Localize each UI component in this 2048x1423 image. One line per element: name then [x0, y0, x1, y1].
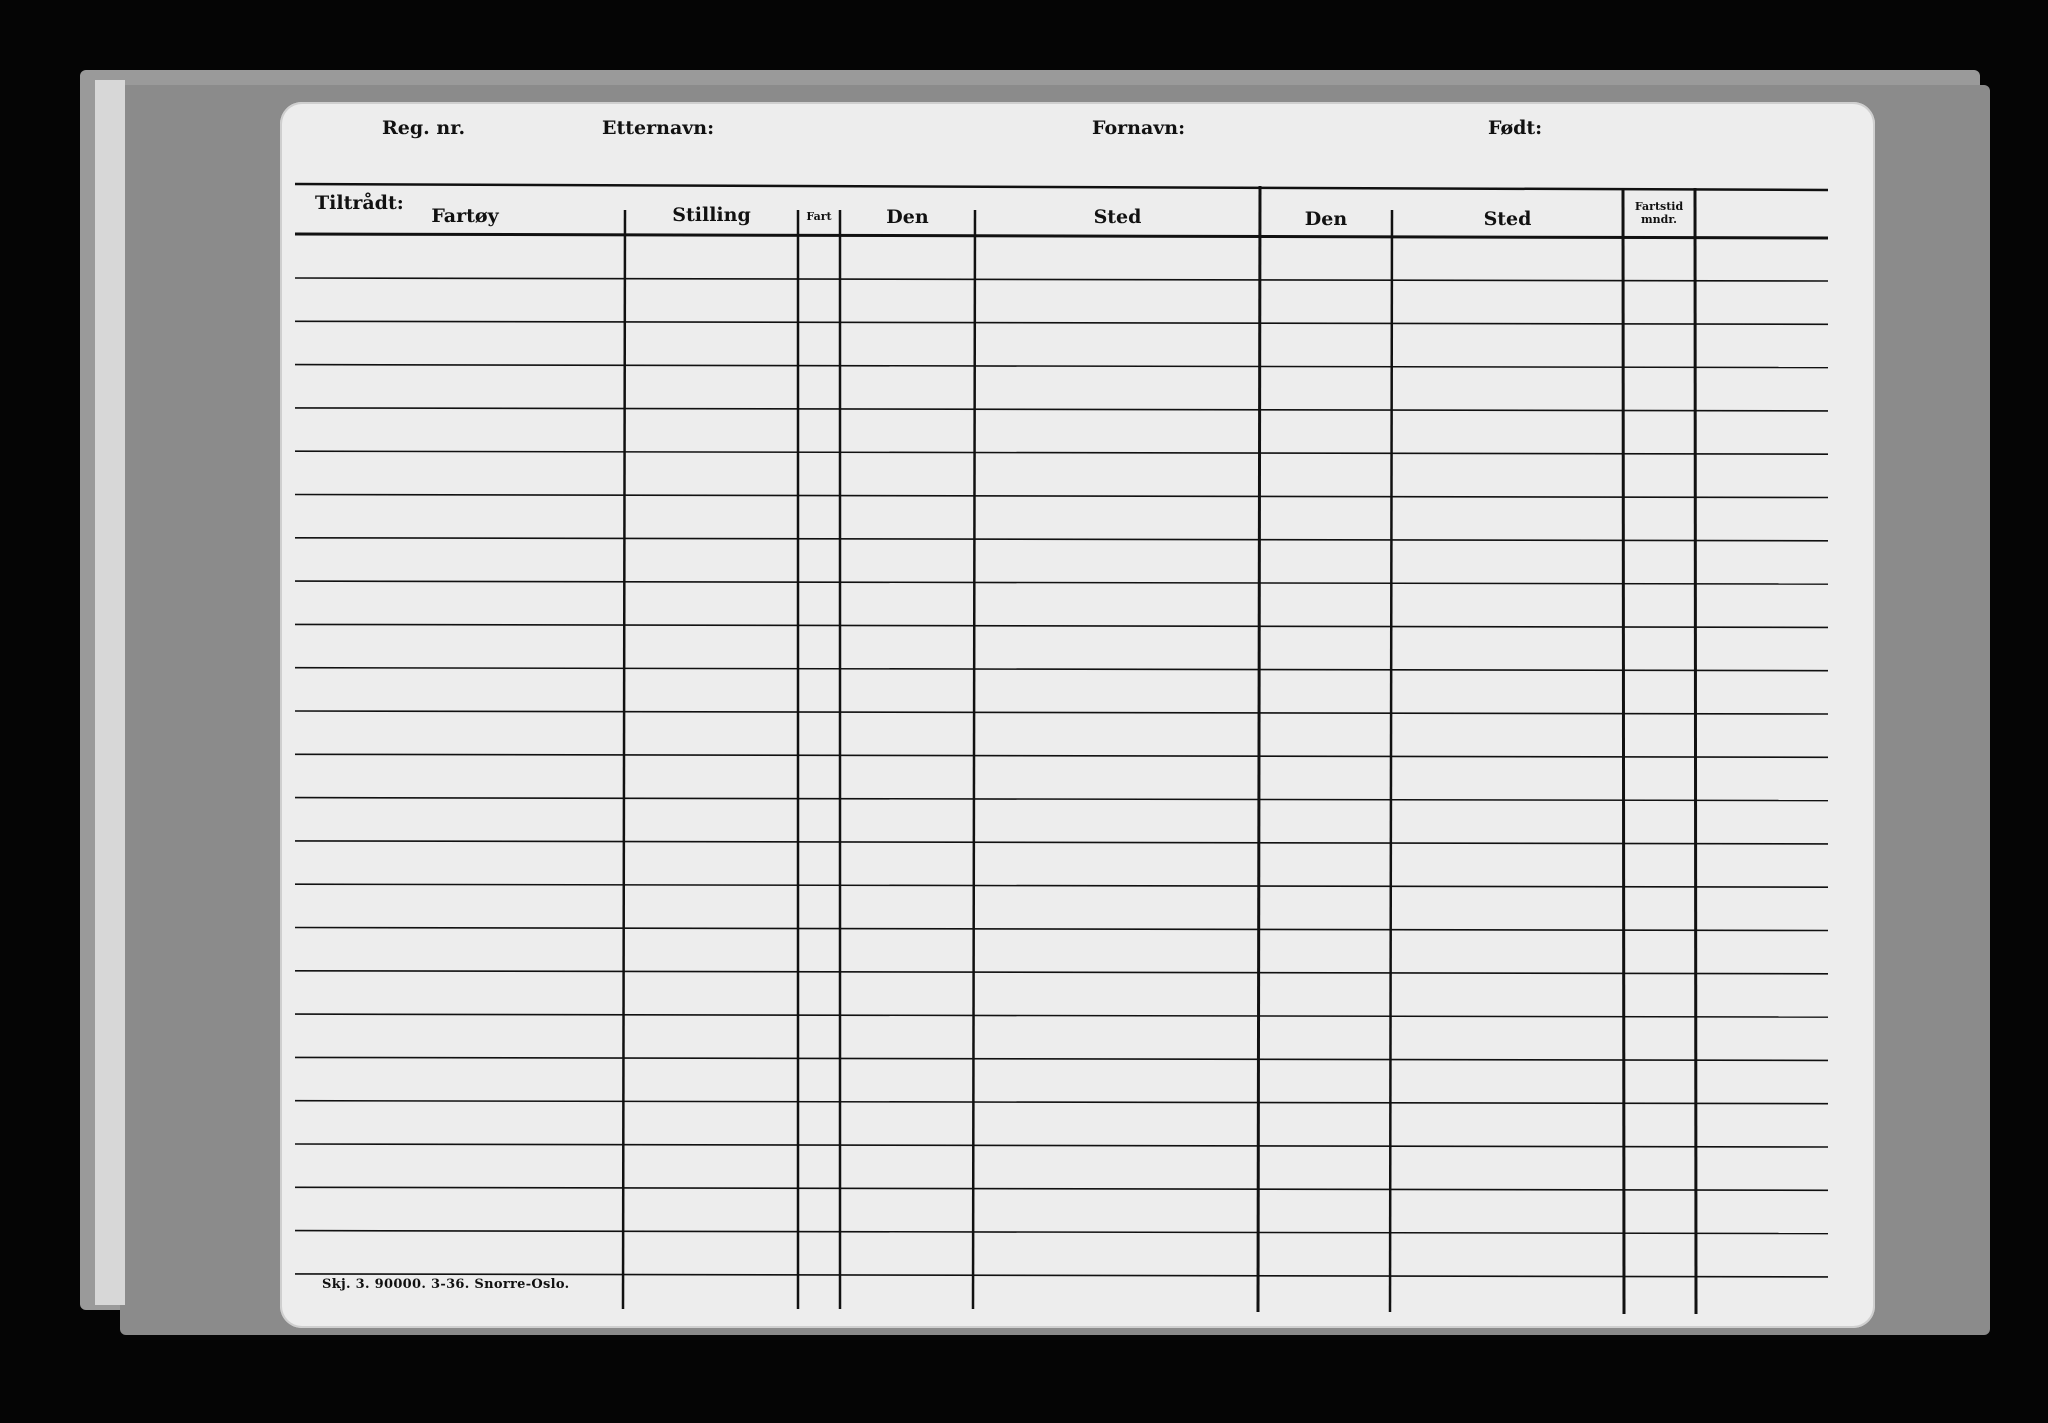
fodt-label: Født: [1488, 117, 1543, 139]
row-line [295, 841, 1828, 844]
row-line [295, 408, 1828, 411]
row-line [295, 1057, 1828, 1060]
col-sted-2: Sted [1483, 208, 1532, 230]
row-line [295, 1101, 1828, 1104]
etternavn-label: Etternavn: [602, 117, 715, 139]
col-line-last [1695, 188, 1696, 1314]
row-line [295, 581, 1828, 584]
row-line [295, 1187, 1828, 1190]
row-line [295, 1231, 1828, 1234]
row-line [295, 754, 1828, 757]
col-stilling: Stilling [672, 204, 751, 226]
row-line [295, 1144, 1828, 1147]
row-line [295, 971, 1828, 974]
row-line [295, 624, 1828, 627]
col-line-fartstid [1623, 188, 1624, 1314]
col-line-sted1 [973, 210, 975, 1309]
row-line [295, 884, 1828, 887]
col-sted-1: Sted [1093, 206, 1142, 228]
row-line [295, 928, 1828, 931]
col-fartstid: Fartstid mndr. [1634, 200, 1684, 226]
print-mark: Skj. 3. 90000. 3-36. Snorre-Oslo. [322, 1277, 570, 1292]
row-line [295, 278, 1828, 281]
tiltradt-label: Tiltrådt: [315, 192, 404, 214]
row-line [295, 451, 1828, 454]
rule-header-bottom [295, 234, 1828, 238]
row-line [295, 668, 1828, 671]
row-line [295, 798, 1828, 801]
form-grid [280, 102, 1875, 1328]
col-den-1: Den [886, 206, 929, 228]
col-fartoy: Fartøy [431, 205, 499, 227]
fornavn-label: Fornavn: [1092, 117, 1186, 139]
row-line [295, 538, 1828, 541]
col-line-den2 [1258, 186, 1260, 1312]
row-line [295, 495, 1828, 498]
rule-top [295, 184, 1828, 190]
row-line [295, 1014, 1828, 1017]
row-line [295, 711, 1828, 714]
row-line [295, 365, 1828, 368]
reg-nr-label: Reg. nr. [382, 117, 466, 139]
registration-card [280, 102, 1875, 1328]
col-fart: Fart [806, 210, 832, 223]
row-line [295, 321, 1828, 324]
col-den-2: Den [1304, 208, 1348, 230]
row-lines [295, 278, 1828, 1277]
card-edge [95, 80, 125, 1305]
